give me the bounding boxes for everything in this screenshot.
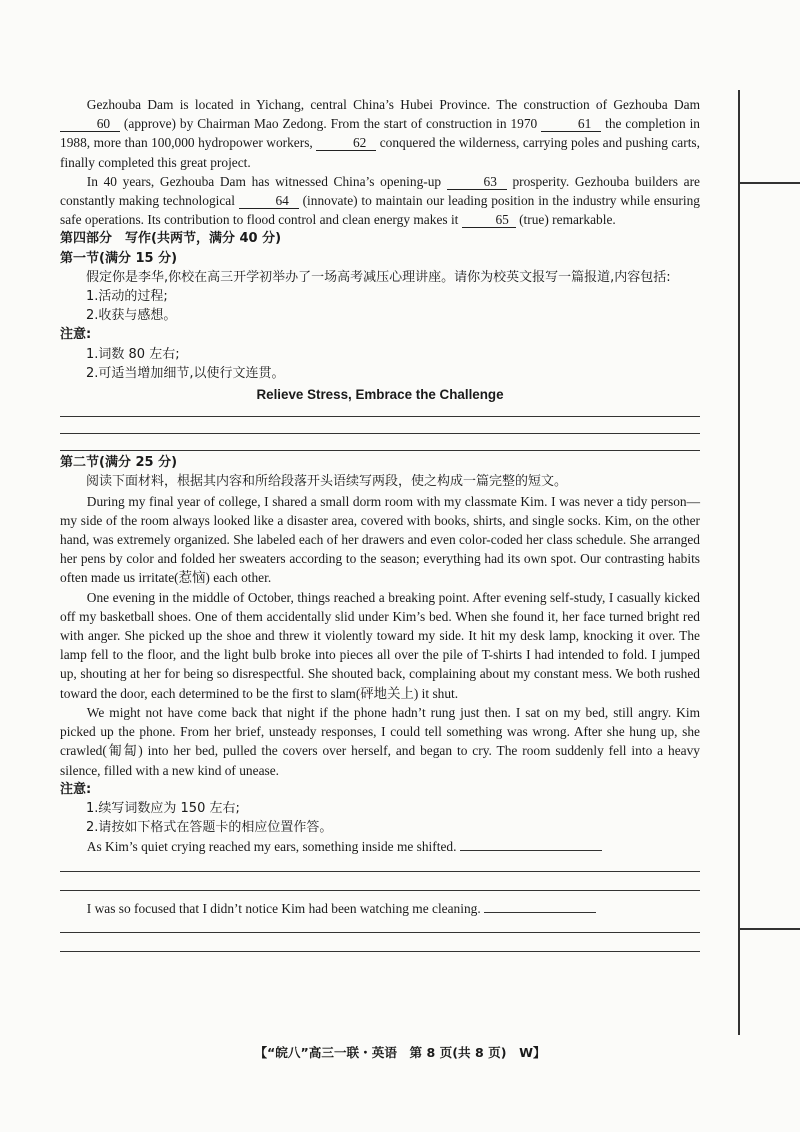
answer-lines-section1 — [60, 416, 700, 451]
section2-note: 2.请按如下格式在答题卡的相应位置作答。 — [86, 820, 333, 836]
binding-margin-tick — [738, 182, 800, 184]
answer-line — [484, 912, 596, 913]
section2-note: 1.续写词数应为 150 左右; — [86, 800, 240, 816]
section2-notes-label: 注意: — [60, 781, 92, 797]
answer-line — [60, 416, 700, 417]
section1-prompt: 假定你是李华,你校在高三开学初举办了一场高考减压心理讲座。请你为校英文报写一篇报道,内容包括: — [86, 269, 671, 285]
part4-heading: 第四部分 写作(共两节，满分 40 分) — [60, 231, 282, 247]
section2-heading: 第二节(满分 25 分) — [60, 455, 178, 471]
blank-62: 62 — [316, 136, 376, 151]
answer-line — [460, 850, 602, 851]
blank-65: 65 — [462, 213, 516, 228]
continuation-opener-1: As Kim’s quiet crying reached my ears, something inside me shifted. — [60, 837, 700, 856]
answer-lines-opener2 — [60, 932, 700, 952]
story-paragraph: During my final year of college, I shared a small dorm room with my classmate Kim. I was never a tidy person—my side of the room always looked like a disaster area, covered with books, shirts, and single socks. Kim, on the other hand, was extremely organized. She labeled each of her drawers and even color-coded her class schedule. She arranged her pens by color and folded her sweaters according to the season; everything had its own spot. Our contrasting habits often made us irritate(惹恼) each other. — [60, 493, 700, 586]
binding-margin-tick — [738, 928, 800, 930]
page-footer: 【“皖八”高三一联・英语 第 8 页(共 8 页) W】 — [254, 1045, 546, 1060]
section1-item: 1.活动的过程; — [86, 289, 168, 305]
blank-61: 61 — [541, 117, 601, 132]
blank-64: 64 — [239, 194, 299, 209]
section2-prompt: 阅读下面材料，根据其内容和所给段落开头语续写两段，使之构成一篇完整的短文。 — [86, 474, 568, 490]
section1-heading: 第一节(满分 15 分) — [60, 250, 178, 266]
blank-63: 63 — [447, 175, 507, 190]
answer-line — [60, 450, 700, 451]
section1-notes-label: 注意: — [60, 327, 92, 343]
answer-line — [60, 951, 700, 952]
exam-page — [60, 95, 700, 952]
continuation-opener-2: I was so focused that I didn’t notice Kim had been watching me cleaning. — [60, 899, 700, 918]
section1-note: 1.词数 80 左右; — [86, 346, 180, 362]
story-paragraph: One evening in the middle of October, things reached a breaking point. After evening self-study, I casually kicked off my basketball shoes. One of them accidentally slid under Kim’s bed. When she found it, her face turned bright red with anger. She picked up the shoe and threw it violently toward my side. It hit my desk lamp, knocking it over. The lamp fell to the floor, and the light bulb broke into pieces all over the pile of T-shirts I had intended to fold. I jumped up, shouting at her for being so disrespectful. She shouted back, complaining about my constant mess. We both rushed toward the door, each determined to be the first to slam(砰地关上) it shut. — [60, 589, 700, 701]
answer-line — [60, 433, 700, 434]
story-paragraph: We might not have come back that night if the phone hadn’t rung just then. I sat on my bed, still angry. Kim picked up the phone. From her brief, unsteady responses, I could tell something was wrong. After she hung up, she crawled(匍匐) into her bed, pulled the covers over herself, and began to cry. The room suddenly fell into a heavy silence, filled with a new kind of unease. — [60, 704, 700, 778]
answer-line — [60, 932, 700, 933]
passage-paragraph-1: Gezhouba Dam is located in Yichang, central China’s Hubei Province. The construction of Gezhouba Dam 60 (approve) by Chairman Mao Zedong. From the start of construction in 1970 61 the completion in 1988, more than 100,000 hydropower workers, 62 conquered the wilderness, carrying poles and pushing carts, finally completed this great project. — [60, 97, 700, 170]
answer-lines-opener1 — [60, 871, 700, 891]
blank-60: 60 — [60, 117, 120, 132]
passage-paragraph-2: In 40 years, Gezhouba Dam has witnessed China’s opening-up 63 prosperity. Gezhouba builders are constantly making technological 64 (innovate) to maintain our leading position in the industry while ensuring safe operations. Its contribution to flood control and clean energy makes it 65 (true) remarkable. — [60, 173, 700, 228]
answer-line — [60, 871, 700, 872]
section1-item: 2.收获与感想。 — [86, 308, 177, 324]
answer-line — [60, 890, 700, 891]
section1-note: 2.可适当增加细节,以使行文连贯。 — [86, 365, 285, 381]
essay-title: Relieve Stress, Embrace the Challenge — [256, 387, 504, 403]
binding-margin-line — [738, 90, 740, 1035]
